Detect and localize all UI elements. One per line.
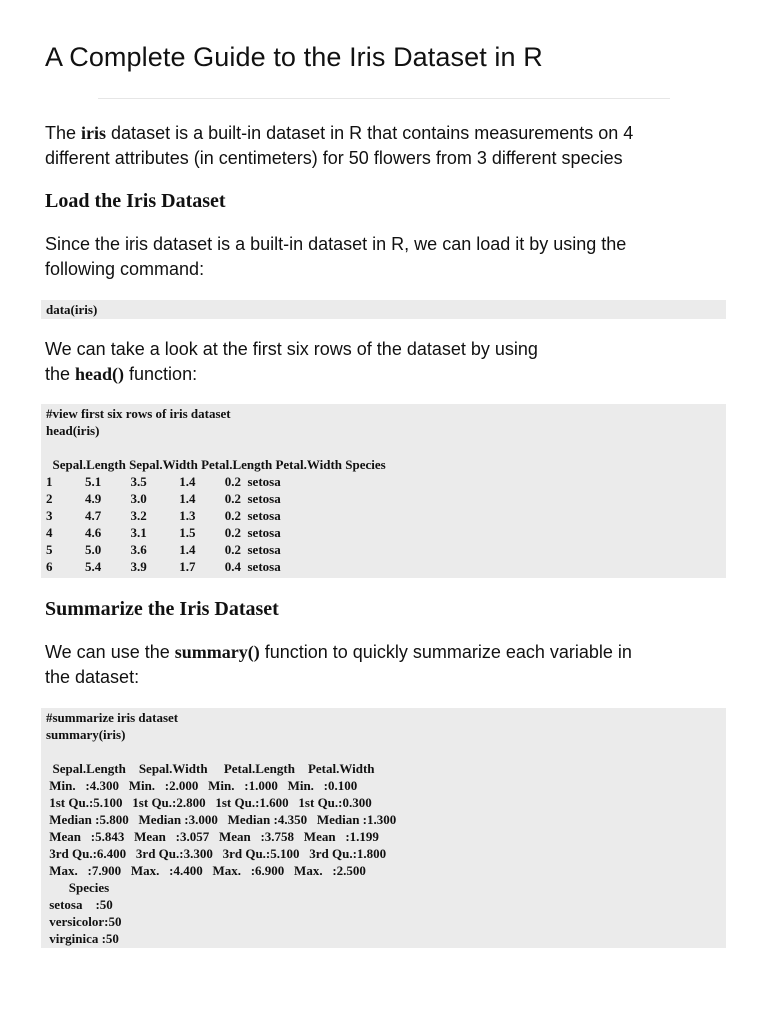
code-comment-summary: #summarize iris dataset	[46, 710, 179, 725]
output-line: 1 5.1 3.5 1.4 0.2 setosa	[46, 474, 281, 489]
output-line: versicolor:50	[46, 914, 122, 929]
output-line: Median :5.800 Median :3.000 Median :4.350 Median :1.300	[46, 812, 397, 827]
head-bold-func: head()	[75, 364, 125, 384]
load-line1: Since the iris dataset is a built-in dataset in R, we can load it by using the	[45, 234, 627, 254]
summary-line1-post: function to quickly summarize each variable in	[259, 642, 632, 662]
code-call-summary: summary(iris)	[46, 727, 126, 742]
intro-line2: different attributes (in centimeters) for 50 flowers from 3 different species	[45, 148, 623, 168]
title-divider	[98, 98, 670, 99]
output-line: 3 4.7 3.2 1.3 0.2 setosa	[46, 508, 281, 523]
code-comment-head: #view first six rows of iris dataset	[46, 406, 231, 421]
code-block-head	[41, 404, 726, 578]
output-line: 2 4.9 3.0 1.4 0.2 setosa	[46, 491, 281, 506]
page-title: A Complete Guide to the Iris Dataset in R	[45, 42, 543, 72]
code-block-load	[41, 300, 726, 319]
intro-line1-rest: dataset is a built-in dataset in R that contains measurements on 4	[106, 123, 634, 143]
summary-line2: the dataset:	[45, 667, 140, 687]
output-line: 4 4.6 3.1 1.5 0.2 setosa	[46, 525, 281, 540]
output-line: virginica :50	[46, 931, 119, 946]
output-line: 3rd Qu.:6.400 3rd Qu.:3.300 3rd Qu.:5.100 3rd Qu.:1.800	[46, 846, 387, 861]
head-line2-post: function:	[124, 364, 198, 384]
code-call-head: head(iris)	[46, 423, 100, 438]
summary-line1-pre: We can use the	[45, 642, 175, 662]
output-line: 5 5.0 3.6 1.4 0.2 setosa	[46, 542, 281, 557]
summary-bold-func: summary()	[174, 642, 260, 662]
output-line: setosa :50	[46, 897, 113, 912]
load-line2: following command:	[45, 259, 205, 279]
output-line: 1st Qu.:5.100 1st Qu.:2.800 1st Qu.:1.600 1st Qu.:0.300	[46, 795, 372, 810]
code-blank-line	[46, 439, 726, 456]
load-paragraph	[45, 232, 735, 282]
output-line: 6 5.4 3.9 1.7 0.4 setosa	[46, 559, 281, 574]
output-line: Species	[46, 880, 110, 895]
heading-load: Load the Iris Dataset	[45, 190, 226, 212]
intro-paragraph	[45, 121, 735, 171]
output-line: Sepal.Length Sepal.Width Petal.Length Petal.Width	[46, 761, 375, 776]
intro-bold-iris: iris	[81, 123, 107, 143]
intro-pre: The	[45, 123, 82, 143]
code-data-iris: data(iris)	[46, 302, 98, 317]
summary-paragraph	[45, 640, 735, 690]
head-line2-pre: the	[45, 364, 76, 384]
head-line1: We can take a look at the first six rows of the dataset by using	[45, 339, 538, 359]
code-blank-line	[46, 743, 726, 760]
output-line: Max. :7.900 Max. :4.400 Max. :6.900 Max. :2.500	[46, 863, 366, 878]
output-line: Min. :4.300 Min. :2.000 Min. :1.000 Min. :0.100	[46, 778, 358, 793]
heading-summarize: Summarize the Iris Dataset	[45, 598, 279, 620]
output-line: Sepal.Length Sepal.Width Petal.Length Petal.Width Species	[46, 457, 386, 472]
output-line: Mean :5.843 Mean :3.057 Mean :3.758 Mean :1.199	[46, 829, 379, 844]
code-block-summary	[41, 708, 726, 948]
head-paragraph	[45, 337, 735, 387]
